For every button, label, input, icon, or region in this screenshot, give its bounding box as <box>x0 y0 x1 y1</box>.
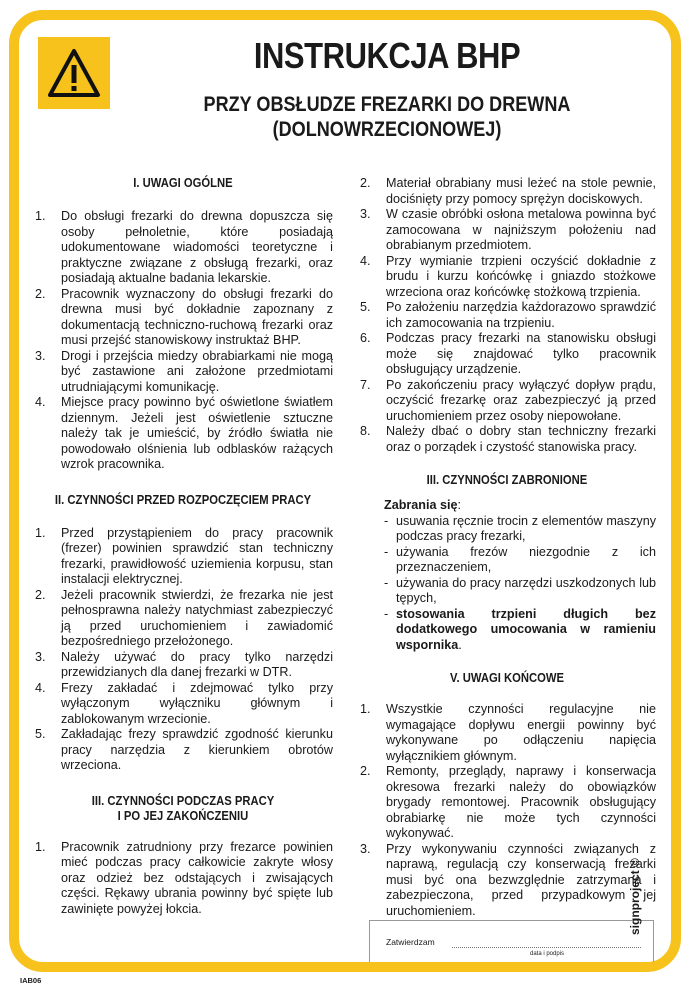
list-item: 1. Pracownik zatrudniony przy frezarce powinien mieć podczas pracy całkowicie zakryte włosy oraz odzież bez odstających i zwisających części. Rękawy ubrania powinny być spięte lub zawinięte powyżej łokcia. <box>35 839 333 916</box>
list-item: 4. Miejsce pracy powinno być oświetlone światłem dziennym. Jeżeli jest oświetlenie sztuczne należy tak je umieścić, by źródło światła nie powodowało olśnienia lub odblasków rażących wzrok pracownika. <box>35 395 333 471</box>
section-1-list <box>33 209 333 473</box>
brand-mark: signproject © <box>628 858 642 935</box>
page-title: INSTRUKCJA BHP <box>253 35 521 76</box>
prohibited-block <box>358 498 656 653</box>
list-item: 5. Zakładając frezy sprawdzić zgodność kierunku pracy narzędzia z kierunkiem obrotów wrzeciona. <box>35 727 333 772</box>
section-3-heading <box>33 794 333 824</box>
list-item: 5. Po założeniu narzędzia każdorazowo sprawdzić ich zamocowania na trzpieniu. <box>360 300 656 330</box>
warning-triangle-icon <box>46 45 102 101</box>
warning-sign <box>38 37 110 109</box>
list-item: 4. Przy wymianie trzpieni oczyścić dokładnie z brudu i kurzu końcówkę i gniazdo stożkowe wrzeciona oraz końcówkę stożkową trzpienia. <box>360 253 656 299</box>
section-5-list <box>358 702 656 919</box>
signature-line <box>452 947 641 948</box>
section-4-heading: III. CZYNNOŚCI ZABRONIONE <box>426 473 588 487</box>
list-item: 1. Do obsługi frezarki do drewna dopuszcza się osoby pełnoletnie, które posiadają udokumentowane wiadomości teoretyczne i praktyczne związane z obsługą frezarki, oraz posiadają aktualne badania lekarskie. <box>35 209 333 285</box>
list-item: - używania frezów niezgodnie z ich przeznaczeniem, <box>384 545 656 576</box>
list-item: 2. Jeżeli pracownik stwierdzi, że frezarka nie jest pełnosprawna należy natychmiast zabezpieczyć ją przed uruchomieniem i zawiadomić bezpośredniego przełożonego. <box>35 587 333 648</box>
list-item: 3. Drogi i przejścia miedzy obrabiarkami nie mogą być zastawione ani założone przedmiotami utrudniającymi komunikację. <box>35 348 333 394</box>
section-3-heading-line-1: III. CZYNNOŚCI PODCZAS PRACY <box>91 793 275 808</box>
section-3-heading-line-2: I PO JEJ ZAKOŃCZENIU <box>117 808 249 823</box>
list-item: 3. Przy wykonywaniu czynności związanych z naprawą, regulacją czy konserwacją frezarki musi być ona bezwzględnie zatrzymana i zabezpieczona, przed przypadkowym jej uruchomieniem. <box>360 841 656 918</box>
list-item: 7. Po zakończeniu pracy wyłączyć dopływ prądu, oczyścić frezarkę oraz zabezpieczyć ją przed uruchomieniem przez osoby niepowołane. <box>360 377 656 423</box>
list-item: 6. Podczas pracy frezarki na stanowisku obsługi może się znajdować tylko pracownik obsługujący urządzenie. <box>360 331 656 376</box>
prohibited-intro: Zabrania się: <box>384 498 461 512</box>
list-item: - usuwania ręcznie trocin z elementów maszyny podczas pracy frezarki, <box>384 514 656 545</box>
product-code: IAB06 <box>20 976 42 985</box>
list-item: 2. Pracownik wyznaczony do obsługi frezarki do drewna musi być dokładnie zapoznany z dokumentacją techniczno-ruchową frezarki oraz musi przejść stanowiskowy instruktaż BHP. <box>35 286 333 347</box>
section-5-heading: V. UWAGI KOŃCOWE <box>450 671 564 685</box>
left-column <box>33 176 333 917</box>
list-item: 1. Wszystkie czynności regulacyjne nie wymagające dopływu energii powinny być wykonywane po odłączeniu napięcia wyłącznikiem głównym. <box>360 702 656 763</box>
list-item: 4. Frezy zakładać i zdejmować tylko przy wyłączonym wyłączniku głównym i zablokowanym wrzecionie. <box>35 680 333 726</box>
list-item: 3. Należy używać do pracy tylko narzędzi przewidzianych dla danej frezarki w DTR. <box>35 649 333 679</box>
list-item: 2. Materiał obrabiany musi leżeć na stole pewnie, dociśnięty przy pomocy sprężyn dociskowych. <box>360 176 656 206</box>
subtitle-line-1: PRZY OBSŁUDZE FREZARKI DO DREWNA <box>203 93 571 116</box>
list-item: - stosowania trzpieni długich bez dodatkowego umocowania w ramieniu wspornika. <box>384 607 656 654</box>
right-column <box>358 176 656 919</box>
section-2-heading: II. CZYNNOŚCI PRZED ROZPOCZĘCIEM PRACY <box>54 492 312 507</box>
list-item: 8. Należy dbać o dobry stan techniczny frezarki oraz o porządek i czystość stanowiska pracy. <box>360 424 656 454</box>
section-3-list-start <box>33 840 333 918</box>
list-item: 3. W czasie obróbki osłona metalowa powinna być zamocowana w najniższym położeniu nad obrabianym przedmiotem. <box>360 207 656 252</box>
approval-signature-box <box>369 920 654 962</box>
prohibited-list <box>384 514 656 654</box>
section-3-list-continued <box>358 176 656 455</box>
subtitle-line-2: (DOLNOWRZECIONOWEJ) <box>272 118 502 141</box>
section-1-heading: I. UWAGI OGÓLNE <box>133 176 233 190</box>
date-signature-label: data i podpis <box>530 951 565 957</box>
approve-label: Zatwierdzam <box>386 937 435 947</box>
list-item: 2. Remonty, przeglądy, naprawy i konserwacja okresowa frezarki należy do obowiązków brygady remontowej. Pracownik obsługujący obrabiarkę nie może tych czynności wykonywać. <box>360 764 656 840</box>
section-2-list <box>33 526 333 774</box>
page-subtitle <box>157 92 616 142</box>
list-item: - używania do pracy narzędzi uszkodzonych lub tępych, <box>384 576 656 607</box>
list-item: 1. Przed przystąpieniem do pracy pracownik (frezer) powinien sprawdzić stan techniczny frezarki, prawidłowość uziemienia korpusu, stan instalacji elektrycznej. <box>35 525 333 586</box>
